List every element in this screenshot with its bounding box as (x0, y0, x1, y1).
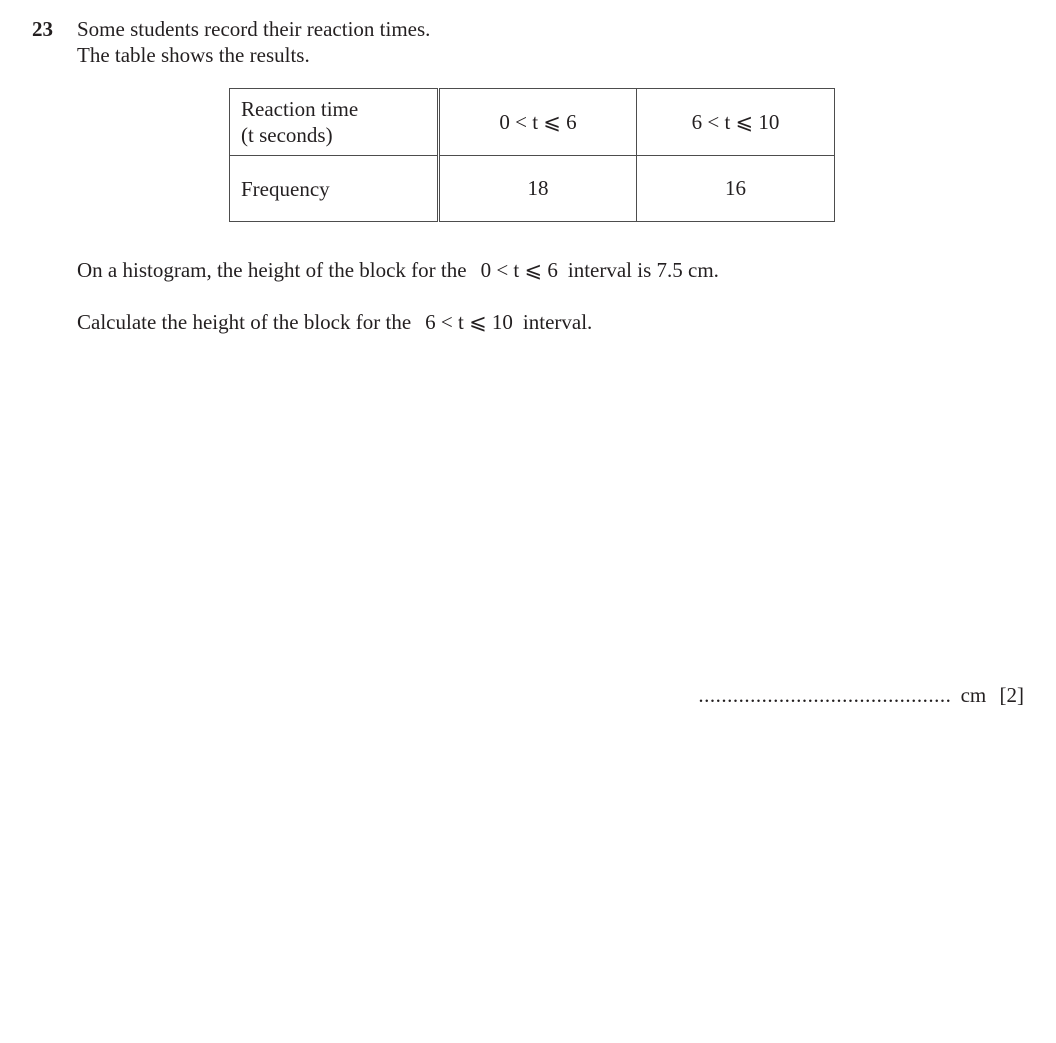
answer-line[interactable] (698, 682, 1024, 708)
question-intro (77, 16, 430, 68)
statement-interval: 0 < t ⩽ 6 (480, 258, 558, 282)
question-number: 23 (32, 17, 53, 41)
task-suffix: interval. (522, 310, 593, 334)
results-table (229, 88, 835, 222)
table-cell-frequency-1: 18 (439, 156, 637, 222)
table-cell-interval-1: 0 < t ⩽ 6 (439, 89, 637, 156)
intro-line-1: Some students record their reaction times. (77, 17, 431, 41)
table-cell-interval-2: 6 < t ⩽ 10 (637, 89, 835, 156)
answer-dots[interactable]: ............................................ (698, 683, 952, 707)
answer-unit: cm (960, 683, 987, 707)
task-interval: 6 < t ⩽ 10 (425, 310, 513, 334)
task-prefix: Calculate the height of the block for the (77, 310, 412, 334)
table-row (230, 89, 835, 156)
statement-suffix: interval is 7.5 cm. (567, 258, 719, 282)
header-line-1: Reaction time (241, 97, 359, 121)
table-header-frequency: Frequency (230, 156, 439, 222)
intro-line-2: The table shows the results. (77, 43, 310, 67)
table-row (230, 156, 835, 222)
marks-label: [2] (999, 683, 1024, 707)
table-header-reaction-time (230, 89, 439, 156)
table-cell-frequency-2: 16 (637, 156, 835, 222)
statement-prefix: On a histogram, the height of the block for the (77, 258, 467, 282)
histogram-statement (77, 257, 719, 283)
header-line-2: (t seconds) (241, 123, 333, 147)
task-statement (77, 309, 592, 335)
